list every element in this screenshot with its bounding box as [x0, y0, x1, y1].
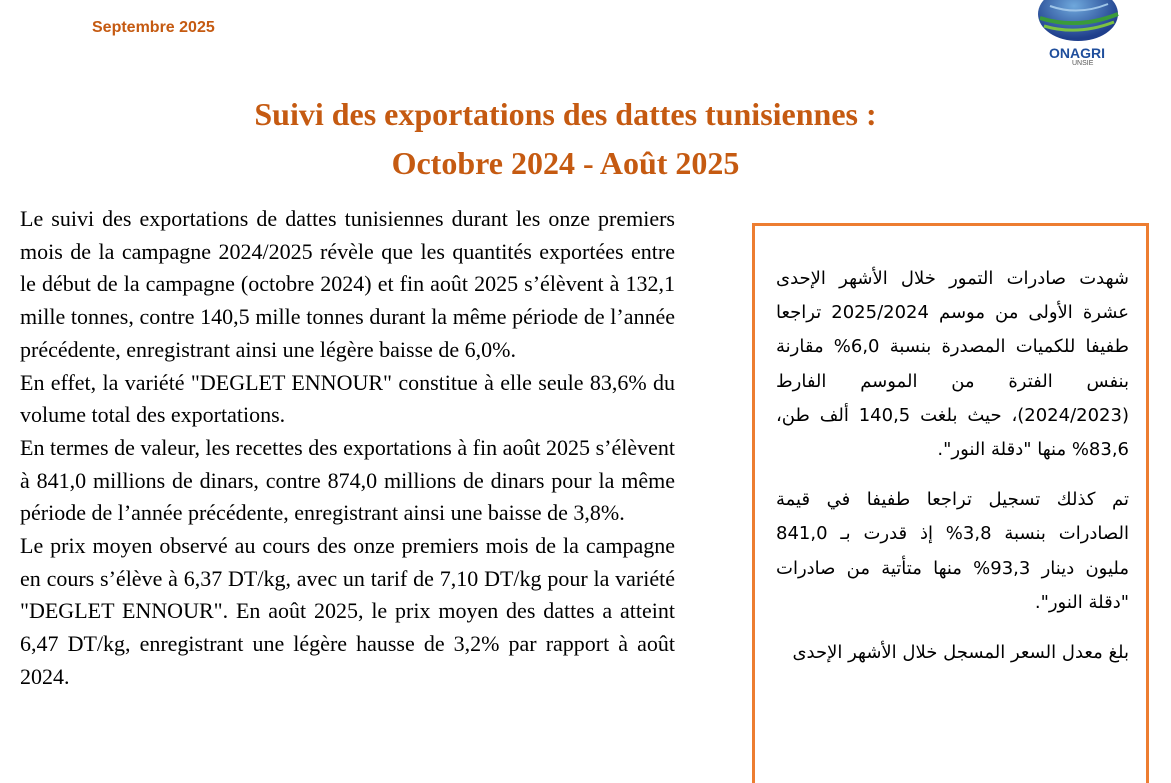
french-paragraph: Le suivi des exportations de dattes tunisiennes durant les onze premiers mois de la campagne 2024/2025 révèle que les quantités exportées entre le début de la campagne (octobre 2024) et fin août 2025 s’élèvent à 132,1 mille tonnes, contre 140,5 mille tonnes durant la même période de l’année précédente, enregistrant ainsi une légère baisse de 6,0%. [20, 206, 675, 362]
page-title-line1: Suivi des exportations des dattes tunisiennes : [254, 96, 877, 132]
arabic-body [776, 262, 1129, 686]
logo-text: ONAGRI [1049, 45, 1105, 61]
french-paragraph: Le prix moyen observé au cours des onze premiers mois de la campagne en cours s’élève à 6,37 DT/kg, avec un tarif de 7,10 DT/kg pour la variété "DEGLET ENNOUR". En août 2025, le prix moyen des dattes a atteint 6,47 DT/kg, enregistrant une légère hausse de 3,2% par rapport à août 2024. [20, 533, 675, 689]
page-title-line2: Octobre 2024 - Août 2025 [391, 145, 740, 181]
report-date: Septembre 2025 [92, 19, 215, 36]
french-paragraph: En termes de valeur, les recettes des exportations à fin août 2025 s’élèvent à 841,0 millions de dinars, contre 874,0 millions de dinars pour la même période de l’année précédente, enregistrant ainsi une baisse de 3,8%. [20, 434, 675, 526]
french-paragraph: En effet, la variété "DEGLET ENNOUR" constitue à elle seule 83,6% du volume total des exportations. [20, 369, 675, 428]
arabic-paragraph: تم كذلك تسجيل تراجعا طفيفا في قيمة الصادرات بنسبة 3,8% إذ قدرت بـ 841,0 مليون دينار 93,3% منها متأتية من صادرات "دقلة النور". [776, 489, 1129, 613]
french-body [20, 203, 675, 694]
logo-subtext: UNSIE [1072, 60, 1094, 67]
arabic-paragraph: بلغ معدل السعر المسجل خلال الأشهر الإحدى [792, 642, 1129, 664]
arabic-paragraph: شهدت صادرات التمور خلال الأشهر الإحدى عشرة الأولى من موسم 2025/2024 تراجعا طفيفا للكميات المصدرة بنسبة 6,0% مقارنة بنفس الفترة من الموسم الفارط (2024/2023)، حيث بلغت 140,5 ألف طن، 83,6% منها "دقلة النور". [776, 268, 1129, 461]
